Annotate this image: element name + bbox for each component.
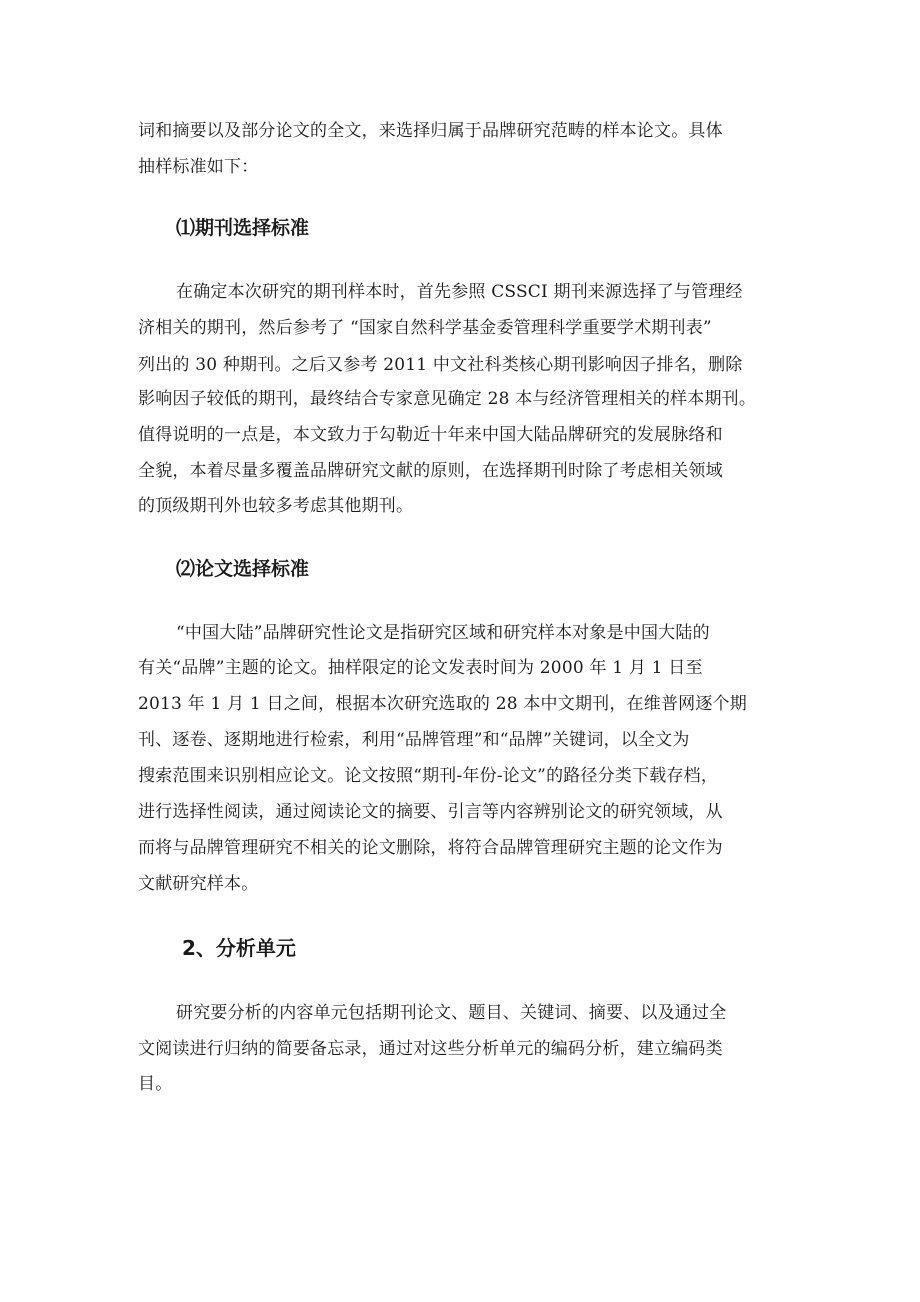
section1-line-3: 列出的 30 种期刊。之后又参考 2011 中文社科类核心期刊影响因子排名，删除	[138, 355, 743, 375]
section1-line-6: 全貌，本着尽量多覆盖品牌研究文献的原则，在选择期刊时除了考虑相关领域	[138, 461, 723, 481]
intro-line-2: 抽样标准如下：	[138, 157, 259, 177]
section-heading-analysis-unit: 2、分析单元	[182, 936, 296, 960]
section2-line-4: 刊、逐卷、逐期地进行检索，利用“品牌管理”和“品牌”关键词，以全文为	[138, 730, 690, 750]
section2-line-2: 有关“品牌”主题的论文。抽样限定的论文发表时间为 2000 年 1 月 1 日至	[138, 658, 703, 678]
section2-line-5: 搜索范围来识别相应论文。论文按照“期刊-年份-论文”的路径分类下载存档，	[138, 766, 719, 786]
section1-line-4: 影响因子较低的期刊，最终结合专家意见确定 28 本与经济管理相关的样本期刊。	[138, 389, 757, 409]
section2-line-1: “中国大陆”品牌研究性论文是指研究区域和研究样本对象是中国大陆的	[176, 623, 710, 643]
section1-line-1: 在确定本次研究的期刊样本时，首先参照 CSSCI 期刊来源选择了与管理经	[176, 282, 743, 302]
section3-line-3: 目。	[138, 1074, 173, 1094]
section1-line-2: 济相关的期刊，然后参考了 “国家自然科学基金委管理科学重要学术期刊表”	[138, 318, 712, 338]
section3-line-2: 文阅读进行归纳的简要备忘录，通过对这些分析单元的编码分析，建立编码类	[138, 1039, 723, 1059]
section1-line-7: 的顶级期刊外也较多考虑其他期刊。	[138, 496, 414, 516]
intro-line-1: 词和摘要以及部分论文的全文，来选择归属于品牌研究范畴的样本论文。具体	[138, 121, 723, 141]
section2-line-7: 而将与品牌管理研究不相关的论文删除，将符合品牌管理研究主题的论文作为	[138, 838, 723, 858]
section2-line-6: 进行选择性阅读，通过阅读论文的摘要、引言等内容辨别论文的研究领域，从	[138, 802, 723, 822]
section-heading-journal-criteria: ⑴期刊选择标准	[176, 217, 310, 239]
section2-line-3: 2013 年 1 月 1 日之间，根据本次研究选取的 28 本中文期刊，在维普网逐个期	[138, 694, 747, 714]
section2-line-8: 文献研究样本。	[138, 874, 259, 894]
section3-line-1: 研究要分析的内容单元包括期刊论文、题目、关键词、摘要、以及通过全	[176, 1003, 727, 1023]
section-heading-paper-criteria: ⑵论文选择标准	[176, 558, 310, 580]
section1-line-5: 值得说明的一点是，本文致力于勾勒近十年来中国大陆品牌研究的发展脉络和	[138, 425, 723, 445]
